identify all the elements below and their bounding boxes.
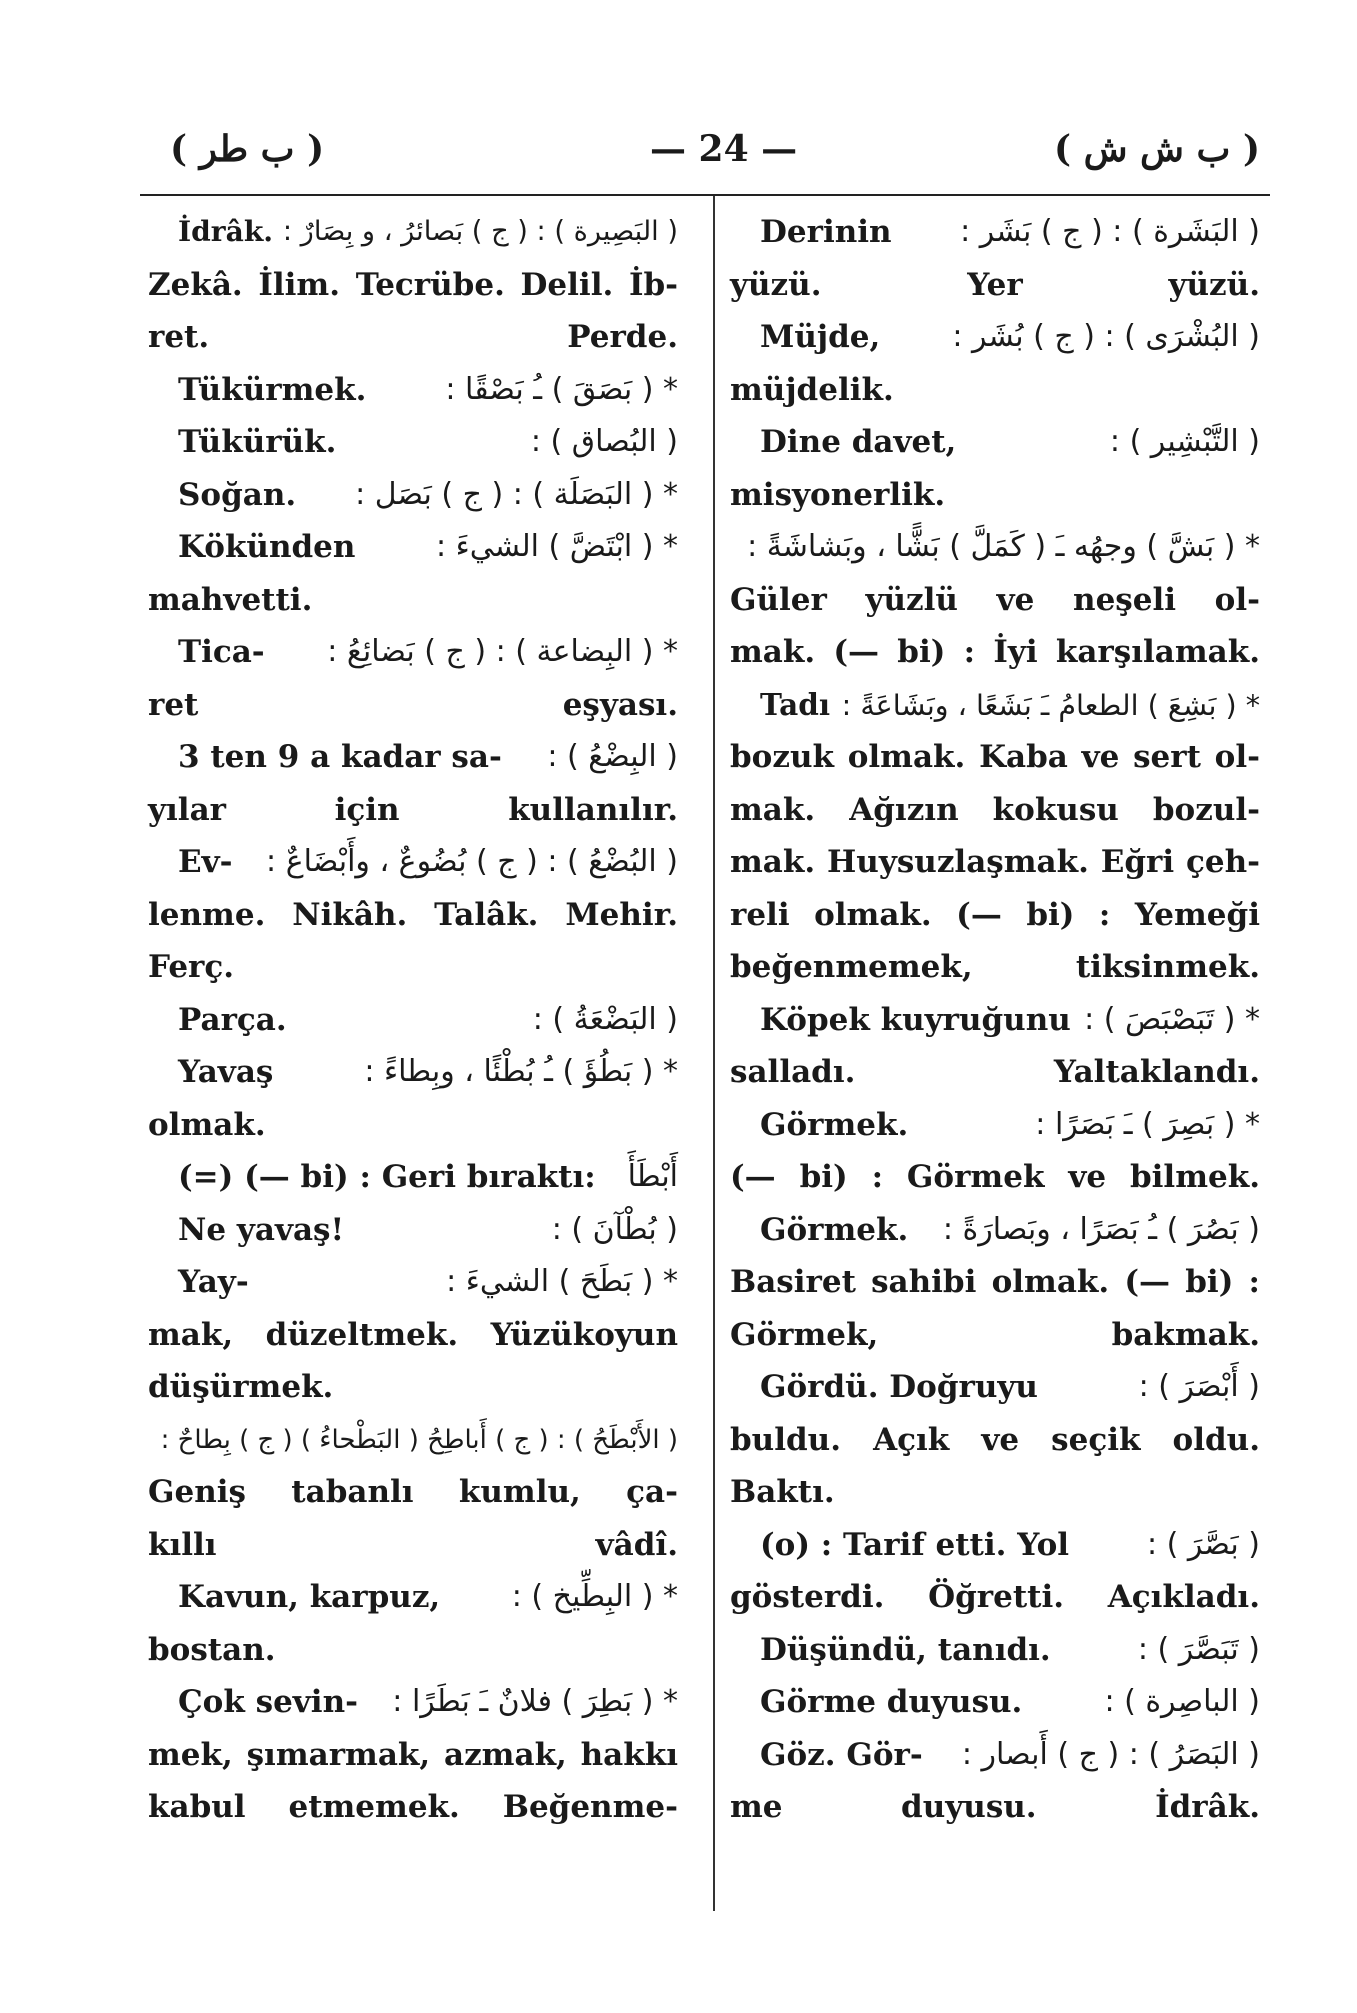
turkish-text: Gördü. Doğruyu [760, 1369, 1038, 1405]
turkish-text: Görme duyusu. [760, 1684, 1023, 1720]
turkish-text: me duyusu. İdrâk. [730, 1789, 1260, 1825]
entry-line [148, 1256, 678, 1309]
turkish-text: beğenmemek, tiksinmek. [730, 949, 1260, 985]
arabic-headword: * ( ابْتَضَّ ) الشيءَ : [435, 529, 678, 564]
turkish-text: Ne yavaş! [178, 1211, 345, 1248]
entry-line [730, 784, 1260, 837]
entry-line [730, 1676, 1260, 1729]
arabic-headword: * ( بَصِرَ ) ـَ بَصَرًا : [1035, 1106, 1260, 1142]
entry-line [730, 1414, 1260, 1467]
arabic-headword: ( البَضْعَةُ ) : [532, 1001, 678, 1037]
turkish-text: mahvetti. [148, 581, 313, 618]
turkish-text: kıllı vâdî. [148, 1526, 678, 1563]
turkish-text: Görmek, bakmak. [730, 1316, 1260, 1353]
arabic-headword: ( البَصِيرة ) : ( ج ) بَصائرُ ، و بِصَارٌ : [282, 216, 678, 247]
entry-line [730, 836, 1260, 889]
entry-line [148, 1571, 678, 1624]
entry-line [148, 994, 678, 1047]
entry-line [730, 1571, 1260, 1624]
turkish-text: Ev- [178, 844, 233, 880]
entry-line [148, 1729, 678, 1782]
entry-line [148, 469, 678, 522]
entry-line [730, 1099, 1260, 1152]
turkish-text: kabul etmemek. Beğenme- [148, 1789, 678, 1825]
turkish-text: Yay- [178, 1264, 249, 1300]
arabic-headword: ( أَبْصَرَ ) : [1138, 1369, 1260, 1404]
turkish-text: ret. Perde. [148, 319, 678, 355]
entry-line [730, 1204, 1260, 1257]
entry-line [730, 469, 1260, 522]
entry-line [148, 1151, 678, 1204]
entry-line [730, 416, 1260, 469]
turkish-text: mak. Huysuzlaşmak. Eğri çeh- [730, 844, 1260, 880]
arabic-headword: * ( بَصَقَ ) ـُ بَصْقًا : [445, 371, 678, 407]
entry-line [148, 1414, 678, 1467]
entry-line [730, 889, 1260, 942]
entry-line [148, 1309, 678, 1362]
turkish-text: mak. (— bi) : İyi karşılamak. [730, 634, 1260, 670]
entry-line [730, 1519, 1260, 1572]
turkish-text: İdrâk. [178, 215, 274, 248]
entry-line [148, 1204, 678, 1257]
entry-line [148, 941, 678, 994]
turkish-text: mek, şımarmak, azmak, hakkı [148, 1736, 678, 1773]
left-column [148, 206, 678, 1834]
header-rule [140, 194, 1270, 196]
arabic-headword: أَبْطَأَ [627, 1159, 678, 1194]
entry-line [148, 836, 678, 889]
entry-line [148, 1519, 678, 1572]
entry-line [730, 521, 1260, 574]
turkish-text: Baktı. [730, 1474, 835, 1510]
entry-line [148, 1781, 678, 1834]
entry-line [730, 994, 1260, 1047]
entry-line [148, 574, 678, 627]
turkish-text: Yavaş [178, 1054, 274, 1090]
arabic-headword: ( البَصَرُ ) : ( ج ) أَبصار : [961, 1736, 1260, 1772]
turkish-text: bostan. [148, 1631, 276, 1668]
turkish-text: bozuk olmak. Kaba ve sert ol- [730, 739, 1260, 775]
turkish-text: gösterdi. Öğretti. Açıkladı. [730, 1579, 1260, 1615]
entry-line [730, 1046, 1260, 1099]
turkish-text: Geniş tabanlı kumlu, ça- [148, 1474, 678, 1510]
arabic-headword: * ( البَصَلَة ) : ( ج ) بَصَل : [355, 476, 678, 512]
entry-line [148, 1676, 678, 1729]
entry-line [148, 784, 678, 837]
entry-line [730, 679, 1260, 732]
arabic-headword: * ( بَطُؤَ ) ـُ بُطْئًا ، وبِطاءً : [364, 1054, 678, 1089]
entry-line [148, 889, 678, 942]
entry-line [148, 311, 678, 364]
arabic-headword: ( البُضْعُ ) : ( ج ) بُضُوعٌ ، وأَبْضَاعٌ : [266, 844, 678, 879]
turkish-text: düşürmek. [148, 1369, 334, 1405]
turkish-text: lenme. Nikâh. Talâk. Mehir. [148, 896, 678, 933]
entry-line [730, 1151, 1260, 1204]
page-number: — 24 — [650, 128, 798, 170]
entry-line [148, 679, 678, 732]
turkish-text: Derinin [760, 214, 892, 250]
entry-line [730, 364, 1260, 417]
turkish-text: Çok sevin- [178, 1684, 358, 1720]
entry-line [148, 1466, 678, 1519]
page-header [140, 128, 1270, 188]
turkish-text: 3 ten 9 a kadar sa- [178, 739, 502, 775]
turkish-text: Ferç. [148, 949, 235, 985]
turkish-text: Tica- [178, 634, 265, 670]
entry-line [730, 259, 1260, 312]
turkish-text: yüzü. Yer yüzü. [730, 266, 1260, 303]
turkish-text: (o) : Tarif etti. Yol [760, 1526, 1070, 1563]
arabic-headword: * ( بَطِرَ ) فلانٌ ـَ بَطَرًا : [392, 1684, 678, 1719]
entry-line [148, 1361, 678, 1414]
entry-line [148, 626, 678, 679]
arabic-headword: * ( بَشِعَ ) الطعامُ ـَ بَشَعًا ، وبَشَاعَةً : [841, 687, 1260, 722]
entry-line [148, 731, 678, 784]
turkish-text: (— bi) : Görmek ve bilmek. [730, 1159, 1260, 1195]
right-guide-word: ( ب ش ش ) [1054, 128, 1260, 170]
arabic-headword: ( البُصاق ) : [530, 424, 678, 459]
turkish-text: Müjde, [760, 319, 881, 355]
turkish-text: Göz. Gör- [760, 1736, 923, 1773]
right-column [730, 206, 1260, 1834]
turkish-text: mak. Ağızın kokusu bozul- [730, 791, 1260, 828]
turkish-text: Basiret sahibi olmak. (— bi) : [730, 1264, 1260, 1300]
entry-line [730, 311, 1260, 364]
arabic-headword: ( بَصُرَ ) ـُ بَصَرًا ، وبَصارَةً : [942, 1211, 1260, 1247]
entry-line [730, 1781, 1260, 1834]
turkish-text: mak, düzeltmek. Yüzükoyun [148, 1316, 678, 1353]
entry-line [148, 1624, 678, 1677]
entry-line [730, 1256, 1260, 1309]
entry-line [730, 731, 1260, 784]
turkish-text: Zekâ. İlim. Tecrübe. Delil. İb- [148, 266, 678, 303]
turkish-text: Kökünden [178, 529, 356, 565]
arabic-headword: ( البَشَرة ) : ( ج ) بَشَر : [960, 214, 1260, 249]
turkish-text: Kavun, karpuz, [178, 1579, 441, 1615]
turkish-text: olmak. [148, 1106, 266, 1143]
turkish-text: Tadı [760, 686, 831, 722]
arabic-headword: ( الباصِرة ) : [1104, 1684, 1260, 1719]
arabic-headword: * ( بَشَّ ) وجهُه ـَ ( كَمَلَّ ) بَشًّا ، وبَشاشَةً : [747, 529, 1260, 564]
turkish-text: Görmek. [760, 1211, 909, 1248]
turkish-text: Güler yüzlü ve neşeli ol- [730, 581, 1260, 618]
entry-line [730, 206, 1260, 259]
turkish-text: Düşündü, tanıdı. [760, 1631, 1051, 1668]
turkish-text: yılar için kullanılır. [148, 791, 678, 828]
turkish-text: buldu. Açık ve seçik oldu. [730, 1421, 1260, 1458]
column-divider [713, 196, 715, 1911]
entry-line [730, 1729, 1260, 1782]
arabic-headword: ( التَّبْشِير ) : [1109, 424, 1260, 459]
arabic-headword: * ( تَبَصْبَصَ ) : [1084, 1001, 1260, 1037]
entry-line [148, 259, 678, 312]
turkish-text: Köpek kuyruğunu [760, 1001, 1071, 1038]
entry-line [730, 1624, 1260, 1677]
arabic-headword: ( بُطْآنَ ) : [551, 1211, 678, 1247]
turkish-text: Tükürmek. [178, 371, 367, 408]
arabic-headword: * ( البِطِّيخ ) : [511, 1579, 678, 1614]
entry-line [148, 416, 678, 469]
arabic-headword: ( بَصَّرَ ) : [1146, 1526, 1260, 1562]
entry-line [148, 521, 678, 574]
left-guide-word: ( ب طر ) [170, 128, 325, 170]
turkish-text: Soğan. [178, 476, 297, 513]
turkish-text: müjdelik. [730, 371, 894, 408]
entry-line [730, 626, 1260, 679]
arabic-headword: ( البِضْعُ ) : [547, 739, 678, 774]
turkish-text: reli olmak. (— bi) : Yemeği [730, 896, 1260, 933]
arabic-headword: * ( البِضاعة ) : ( ج ) بَضائِعُ : [327, 634, 678, 669]
turkish-text: ret eşyası. [148, 686, 678, 723]
entry-line [730, 1309, 1260, 1362]
turkish-text: Parça. [178, 1001, 287, 1038]
turkish-text: Tükürük. [178, 424, 337, 460]
turkish-text: Görmek. [760, 1106, 909, 1143]
entry-line [148, 1046, 678, 1099]
turkish-text: salladı. Yaltaklandı. [730, 1054, 1260, 1090]
turkish-text: misyonerlik. [730, 476, 946, 513]
entry-line [148, 206, 678, 259]
arabic-headword: ( تَبَصَّرَ ) : [1137, 1631, 1260, 1667]
entry-line [730, 574, 1260, 627]
entry-line [148, 1099, 678, 1152]
arabic-headword: ( الأَبْطَحُ ) : ( ج ) أَباطِحُ ( البَطْحاءُ ) ( ج ) بِطاحٌ : [160, 1424, 678, 1455]
entry-line [730, 941, 1260, 994]
turkish-text: (=) (— bi) : Geri bıraktı: [178, 1159, 596, 1195]
entry-line [730, 1466, 1260, 1519]
entry-line [148, 364, 678, 417]
turkish-text: Dine davet, [760, 424, 957, 460]
arabic-headword: ( البُشْرَى ) : ( ج ) بُشَر : [952, 319, 1260, 354]
arabic-headword: * ( بَطَحَ ) الشيءَ : [446, 1264, 678, 1299]
entry-line [730, 1361, 1260, 1414]
